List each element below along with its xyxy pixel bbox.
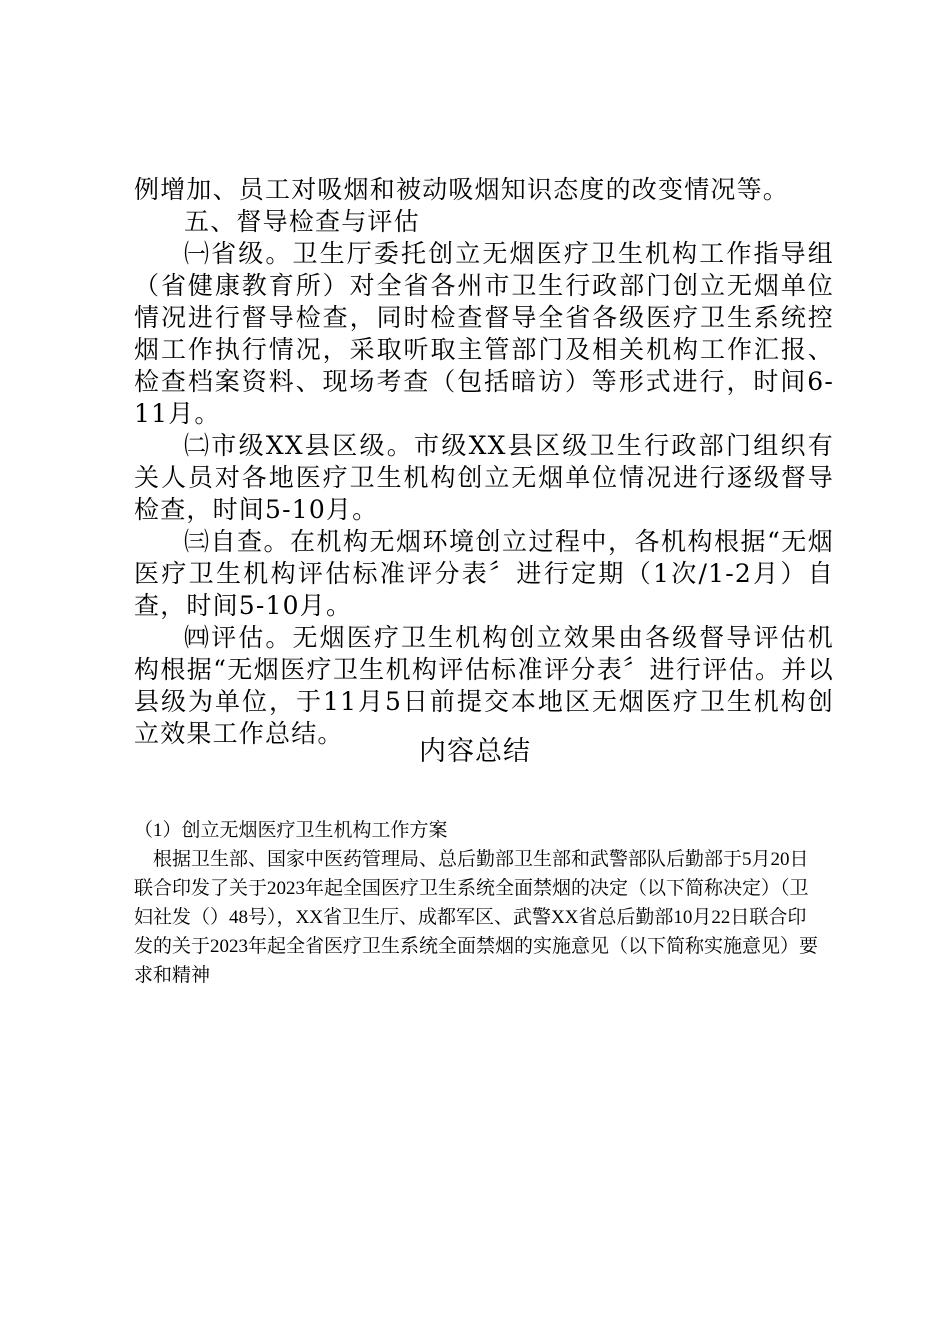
summary-section <box>134 816 824 990</box>
document-body <box>134 174 834 750</box>
paragraph-provincial-level: ㈠省级。卫生厅委托创立无烟医疗卫生机构工作指导组（省健康教育所）对全省各州市卫生行政部门创立无烟单位情况进行督导检查，同时检查督导全省各级医疗卫生系统控烟工作执行情况，采取听取主管部门及相关机构工作汇报、检查档案资料、现场考查（包括暗访）等形式进行，时间6-11月。 <box>134 239 834 428</box>
paragraph-evaluation: ㈣评估。无烟医疗卫生机构创立效果由各级督导评估机构根据“无烟医疗卫生机构评估标准评分表〞进行评估。并以县级为单位，于11月5日前提交本地区无烟医疗卫生机构创立效果工作总结。 <box>134 623 834 748</box>
paragraph-self-inspection: ㈢自查。在机构无烟环境创立过程中，各机构根据“无烟医疗卫生机构评估标准评分表〞进行定期（1次/1-2月）自查，时间5-10月。 <box>134 527 834 620</box>
summary-body: 根据卫生部、国家中医药管理局、总后勤部卫生部和武警部队后勤部于5月20日联合印发了关于2023年起全国医疗卫生系统全面禁烟的决定（以下简称决定）（卫妇社发（）48号），XX省卫生厅、成都军区、武警XX省总后勤部10月22日联合印发的关于2023年起全省医疗卫生系统全面禁烟的实施意见（以下简称实施意见）要求和精神 <box>134 849 819 986</box>
summary-subtitle: （1）创立无烟医疗卫生机构工作方案 <box>134 820 448 841</box>
summary-title: 内容总结 <box>419 736 531 767</box>
section-heading-supervision: 五、督导检查与评估 <box>184 207 420 236</box>
paragraph-continuation: 例增加、员工对吸烟和被动吸烟知识态度的改变情况等。 <box>134 175 790 204</box>
paragraph-city-county-level: ㈡市级XX县区级。市级XX县区级卫生行政部门组织有关人员对各地医疗卫生机构创立无烟单位情况进行逐级督导检查，时间5-10月。 <box>134 431 834 524</box>
